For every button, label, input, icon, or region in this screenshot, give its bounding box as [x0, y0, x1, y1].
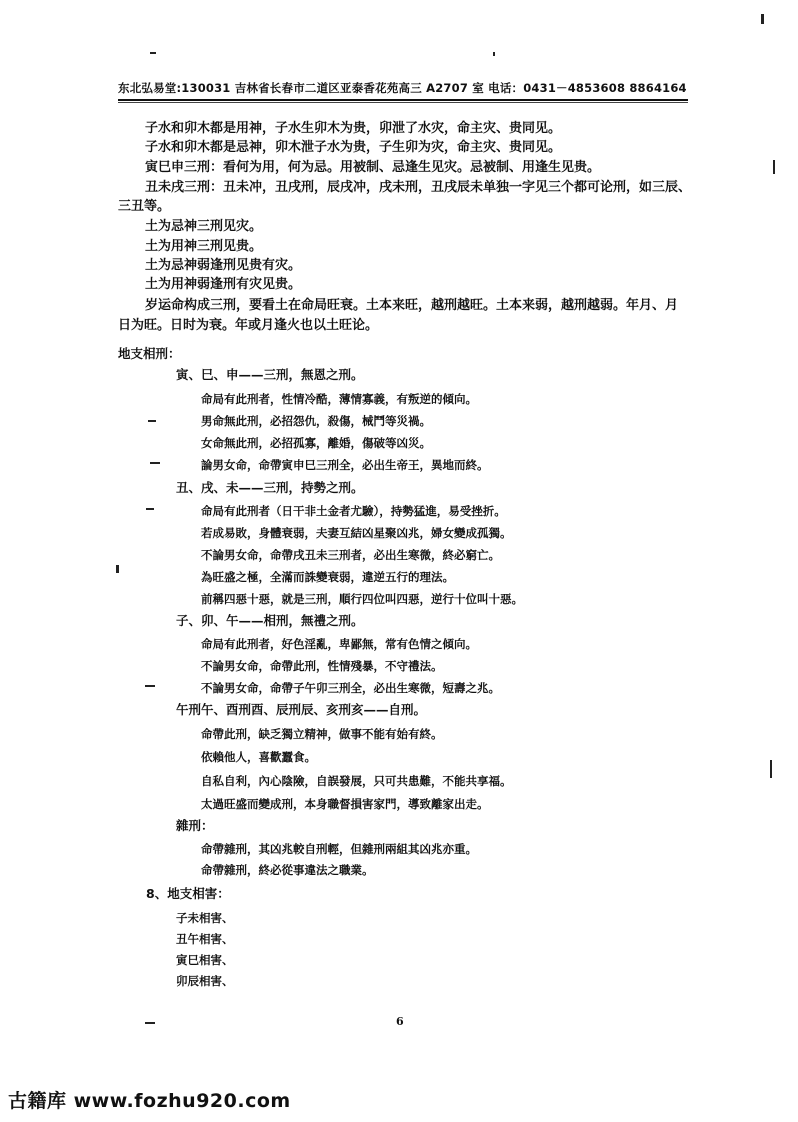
group-heading: 寅、巳、申——三刑，無恩之刑。: [176, 367, 364, 382]
body-line: 丑未戌三刑：丑未冲，丑戌刑，辰戌冲，戌未刑，丑戌辰未单独一字见三个都可论刑，如三辰、: [145, 180, 692, 195]
group-item: 命局有此刑者，好色淫亂，卑鄙無，常有色情之傾向。: [201, 637, 477, 651]
group-heading: 子、卯、午——相刑，無禮之刑。: [176, 613, 364, 628]
scan-speck: [493, 52, 495, 56]
group-item: 不論男女命，命帶此刑，性情殘暴，不守禮法。: [201, 659, 443, 673]
group-item: 命帶雜刑，終必從事違法之職業。: [201, 863, 374, 877]
body-line: 土为忌神弱逢刑见贵有灾。: [145, 258, 302, 273]
group-item: 男命無此刑，必招怨仇，殺傷，械鬥等災禍。: [201, 414, 431, 428]
scan-speck: [770, 760, 772, 778]
group-item: 不論男女命，命帶子午卯三刑全，必出生寒微，短壽之兆。: [201, 681, 500, 695]
group-item: 太過旺盛而變成刑，本身職督損害家門，導致離家出走。: [201, 797, 489, 811]
group-heading: 丑、戌、未——三刑，持勢之刑。: [176, 480, 364, 495]
group-item: 論男女命，命帶寅申巳三刑全，必出生帝王，異地而終。: [201, 458, 489, 472]
body-line: 土为用神弱逢刑有灾见贵。: [145, 277, 302, 292]
header-text: 东北弘易堂:130031 吉林省长春市二道区亚泰香花苑高三 A2707 室 电话：0431－4853608 8864164: [118, 81, 687, 95]
scan-speck: [148, 420, 156, 422]
group-item: 命局有此刑者（日干非土金者尤驗），持勢猛進，易受挫折。: [201, 504, 506, 518]
page-header: [118, 80, 688, 100]
body-line: 土为用神三刑见贵。: [145, 239, 263, 254]
list-item: 卯辰相害、: [176, 974, 234, 988]
header-rule: [118, 99, 688, 101]
page-number: 6: [396, 1015, 404, 1028]
scan-speck: [150, 52, 156, 54]
body-line: 子水和卯木都是用神，子水生卯木为贵，卯泄了水灾，命主灾、贵同见。: [145, 121, 562, 136]
section-heading: 8、地支相害：: [146, 886, 230, 901]
list-item: 寅巳相害、: [176, 953, 234, 967]
list-item: 丑午相害、: [176, 932, 234, 946]
body-line: 寅巳申三刑：看何为用，何为忌。用被制、忌逢生见灾。忌被制、用逢生见贵。: [145, 160, 601, 175]
scan-speck: [145, 1022, 155, 1024]
body-line: 土为忌神三刑见灾。: [145, 219, 263, 234]
scan-speck: [145, 685, 155, 687]
watermark-footer: 古籍库 www.fozhu920.com: [8, 1090, 291, 1112]
group-item: 命局有此刑者，性情冷酷，薄情寡義，有叛逆的傾向。: [201, 392, 477, 406]
scan-speck: [150, 462, 160, 464]
group-item: 女命無此刑，必招孤寡，離婚，傷破等凶災。: [201, 436, 431, 450]
group-item: 自私自利，內心陰險，自誤發展，只可共患難，不能共享福。: [201, 774, 512, 788]
scan-speck: [773, 160, 775, 174]
body-line: 日为旺。日时为衰。年或月逢火也以土旺论。: [118, 318, 379, 333]
group-item: 命帶此刑，缺乏獨立精神，做事不能有始有終。: [201, 727, 443, 741]
header-rule-thin: [118, 102, 688, 103]
body-line: 子水和卯木都是忌神，卯木泄子水为贵，子生卯为灾，命主灾、贵同见。: [145, 140, 562, 155]
group-item: 前稱四惡十惡，就是三刑，順行四位叫四惡，逆行十位叫十惡。: [201, 592, 523, 606]
body-line: 三丑等。: [118, 199, 171, 214]
group-heading: 午刑午、酉刑酉、辰刑辰、亥刑亥——自刑。: [176, 702, 427, 717]
scan-speck: [761, 14, 764, 24]
group-item: 為旺盛之極，全滿而誅變衰弱，違逆五行的理法。: [201, 570, 454, 584]
scan-speck: [116, 565, 119, 573]
scan-speck: [146, 508, 154, 510]
section-heading: 地支相刑：: [118, 346, 181, 361]
group-item: 若成易敗，身體衰弱，夫妻互結凶星聚凶兆，婦女變成孤獨。: [201, 526, 512, 540]
list-item: 子未相害、: [176, 911, 234, 925]
group-heading: 雜刑：: [176, 818, 214, 833]
body-line: 岁运命构成三刑，要看土在命局旺衰。土本来旺，越刑越旺。土本来弱，越刑越弱。年月、月: [145, 298, 679, 313]
group-item: 不論男女命，命帶戌丑未三刑者，必出生寒微，終必窮亡。: [201, 548, 500, 562]
group-item: 依賴他人，喜歡蠶食。: [201, 750, 316, 764]
group-item: 命帶雜刑，其凶兆較自刑輕，但雜刑兩組其凶兆亦重。: [201, 842, 477, 856]
